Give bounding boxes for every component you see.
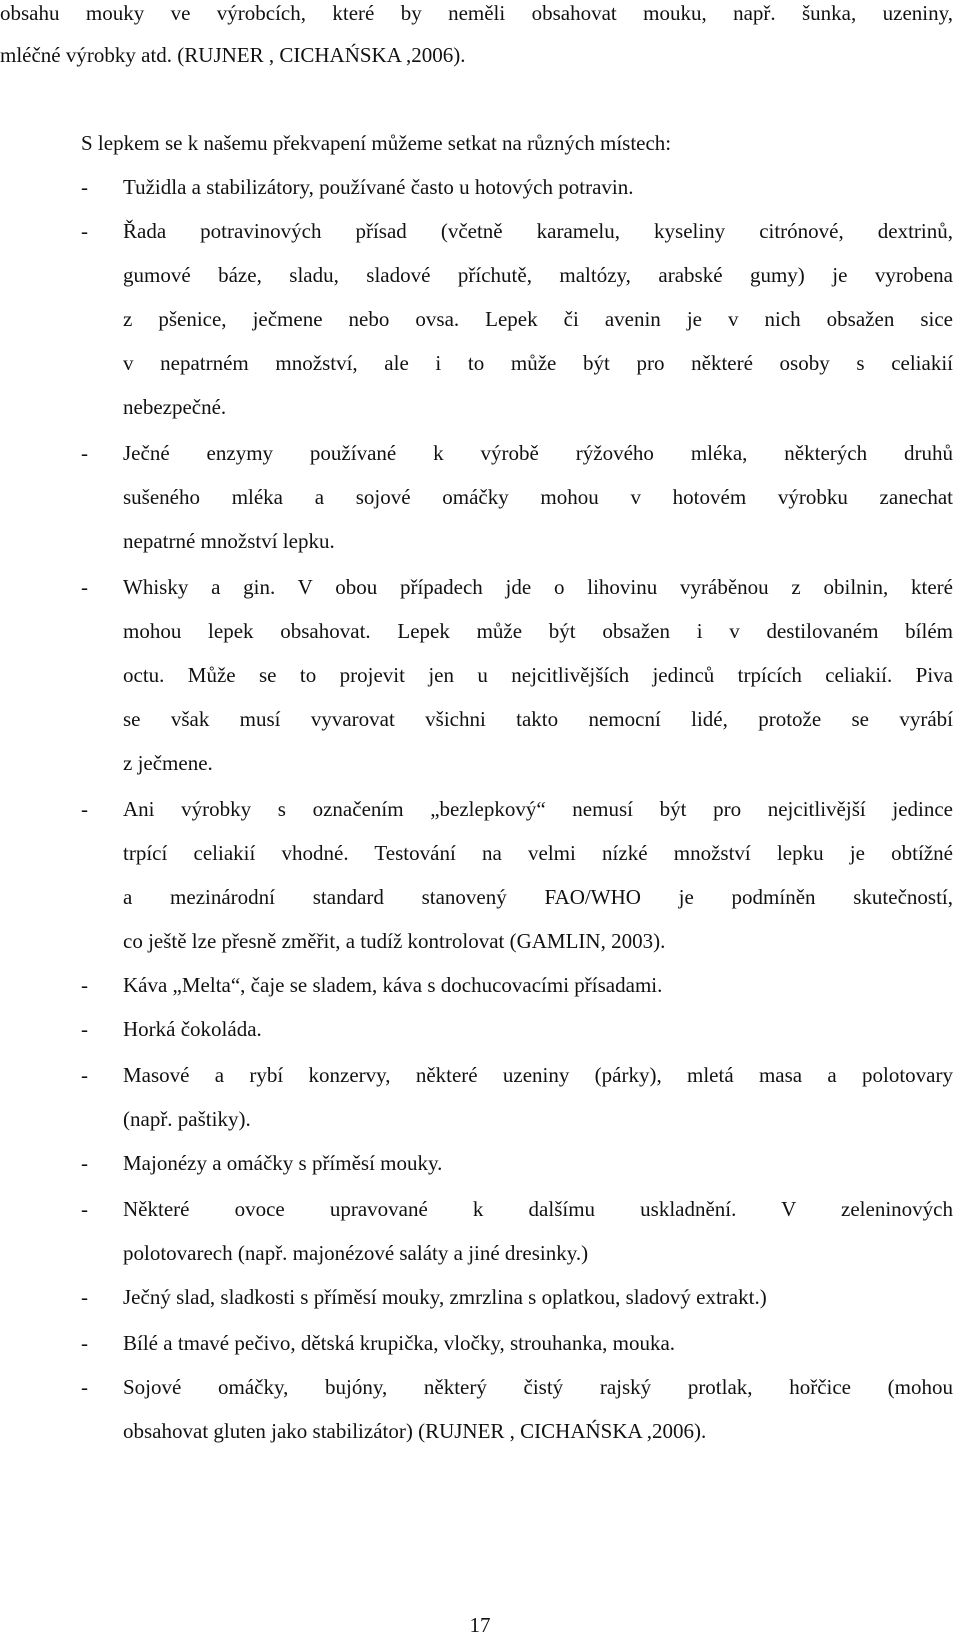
list-item-line: Ani výrobky s označením „bezlepkový“ nemusí být pro nejcitlivější jedince [123, 797, 953, 821]
list-bullet: - [81, 175, 88, 199]
list-bullet: - [81, 1285, 88, 1309]
list-bullet: - [81, 1017, 88, 1041]
list-item-line: z ječmene. [123, 751, 213, 775]
list-bullet: - [81, 1197, 88, 1221]
list-item-line: Řada potravinových přísad (včetně karamelu, kyseliny citrónové, dextrinů, [123, 219, 953, 243]
opening-line-2: mléčné výrobky atd. (RUJNER , CICHAŃSKA ,2006). [0, 43, 466, 67]
list-bullet: - [81, 1151, 88, 1175]
list-item-line: sušeného mléka a sojové omáčky mohou v hotovém výrobku zanechat [123, 485, 953, 509]
list-item-line: trpící celiakií vhodné. Testování na velmi nízké množství lepku je obtížné [123, 841, 953, 865]
list-item-line: mohou lepek obsahovat. Lepek může být obsažen i v destilovaném bílém [123, 619, 953, 643]
list-item-line: z pšenice, ječmene nebo ovsa. Lepek či avenin je v nich obsažen sice [123, 307, 953, 331]
list-item-line: polotovarech (např. majonézové saláty a jiné dresinky.) [123, 1241, 589, 1265]
list-item-line: Masové a rybí konzervy, některé uzeniny (párky), mletá masa a polotovary [123, 1063, 953, 1087]
list-item-line: Káva „Melta“, čaje se sladem, káva s dochucovacími přísadami. [123, 973, 663, 997]
list-bullet: - [81, 797, 88, 821]
list-item-line: Horká čokoláda. [123, 1017, 262, 1041]
list-item-line: Tužidla a stabilizátory, používané často u hotových potravin. [123, 175, 634, 199]
list-item-line: Whisky a gin. V obou případech jde o lihovinu vyráběnou z obilnin, které [123, 575, 953, 599]
intro-sentence: S lepkem se k našemu překvapení můžeme setkat na různých místech: [81, 131, 672, 155]
list-item-line: Ječné enzymy používané k výrobě rýžového mléka, některých druhů [123, 441, 953, 465]
opening-line-1: obsahu mouky ve výrobcích, které by neměli obsahovat mouku, např. šunka, uzeniny, [0, 1, 953, 25]
list-item-line: octu. Může se to projevit jen u nejcitlivějších jedinců trpících celiakií. Piva [123, 663, 953, 687]
list-bullet: - [81, 973, 88, 997]
list-bullet: - [81, 575, 88, 599]
list-item-line: a mezinárodní standard stanovený FAO/WHO je podmíněn skutečností, [123, 885, 953, 909]
page-number: 17 [469, 1613, 491, 1637]
list-item-line: obsahovat gluten jako stabilizátor) (RUJNER , CICHAŃSKA ,2006). [123, 1419, 707, 1443]
list-item-line: Některé ovoce upravované k dalšímu uskladnění. V zeleninových [123, 1197, 953, 1221]
list-item-line: Sojové omáčky, bujóny, některý čistý rajský protlak, hořčice (mohou [123, 1375, 953, 1399]
list-bullet: - [81, 1331, 88, 1355]
list-item-line: co ještě lze přesně změřit, a tudíž kontrolovat (GAMLIN, 2003). [123, 929, 666, 953]
list-bullet: - [81, 1375, 88, 1399]
list-item-line: nebezpečné. [123, 395, 227, 419]
list-item-line: v nepatrném množství, ale i to může být pro některé osoby s celiakií [123, 351, 953, 375]
list-item-line: se však musí vyvarovat všichni takto nemocní lidé, protože se vyrábí [123, 707, 953, 731]
list-item-line: nepatrné množství lepku. [123, 529, 335, 553]
list-bullet: - [81, 1063, 88, 1087]
list-item-line: Ječný slad, sladkosti s příměsí mouky, zmrzlina s oplatkou, sladový extrakt.) [123, 1285, 767, 1309]
list-bullet: - [81, 441, 88, 465]
list-item-line: gumové báze, sladu, sladové příchutě, maltózy, arabské gumy) je vyrobena [123, 263, 953, 287]
list-item-line: Bílé a tmavé pečivo, dětská krupička, vločky, strouhanka, mouka. [123, 1331, 676, 1355]
list-item-line: Majonézy a omáčky s příměsí mouky. [123, 1151, 443, 1175]
list-item-line: (např. paštiky). [123, 1107, 251, 1131]
list-bullet: - [81, 219, 88, 243]
